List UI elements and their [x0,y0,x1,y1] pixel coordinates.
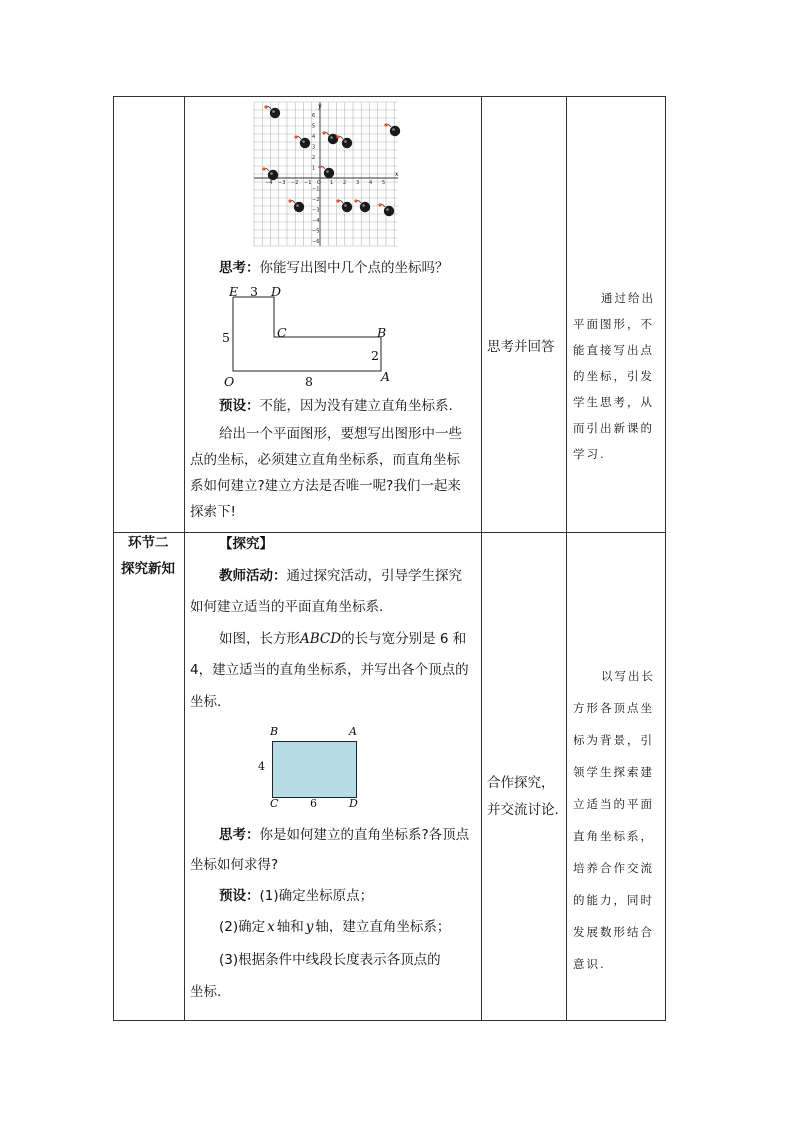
rect-vertex-b: B [270,725,279,738]
x-tick-label: O [317,180,321,186]
x-axis-label: x [395,171,399,178]
think-label-2: 思考： [219,827,260,843]
problem-line-1 [219,630,466,648]
x-tick-label: 2 [343,180,347,186]
preset-text: 不能，因为没有建立直角坐标系. [259,398,453,414]
bomb-icon [264,105,280,118]
para-line-4: 探索下! [190,504,236,520]
think-text-2a: 你是如何建立的直角坐标系?各顶点 [259,827,470,843]
problem-line-2: 4，建立适当的直角坐标系，并写出各个顶点的 [190,662,469,678]
preset-2-a: (2)确定 [219,919,266,935]
length-3-label: 3 [250,284,258,299]
y-tick-label: 6 [312,113,316,119]
intent-line: 领学生探索建 [573,765,654,779]
para-line-3: 系如何建立?建立方法是否唯一呢?我们一起来 [190,478,461,494]
vertex-c-label: C [277,325,287,340]
problem-text-a: 如图，长方形 [219,631,300,647]
stage-label-line-2: 探究新知 [121,561,175,577]
y-tick-label: −1 [312,186,320,193]
y-tick-label: −3 [312,207,320,214]
preset-2-x: x [267,919,275,935]
vertex-a-label: A [381,369,391,384]
preset-step-2 [219,918,450,936]
preset-2-b: 轴和 [276,919,304,935]
intent-line: 平面图形，不 [573,317,654,331]
vertex-d-label: D [271,284,282,299]
y-tick-label: 4 [312,134,316,140]
teacher-text-2: 如何建立适当的平面直角坐标系. [190,599,384,615]
table-divider-1 [184,96,185,1021]
teacher-activity [219,567,462,585]
think-question-1 [219,259,449,277]
vertex-b-label: B [377,325,387,340]
rectangle-abcd [272,741,357,798]
table-divider-2 [481,96,482,1021]
preset-label-2: 预设： [219,888,260,904]
x-tick-label: −4 [265,180,273,186]
coordinate-grid-figure [252,100,402,248]
intent-line: 通过给出 [601,291,655,305]
intent-line: 发展数形结合 [573,925,654,939]
intent-line: 的能力，同时 [573,893,654,907]
problem-line-3: 坐标. [190,694,222,710]
bomb-icon [318,165,334,178]
y-tick-label: 5 [312,123,316,130]
stage-label-line-1: 环节二 [128,535,169,551]
length-2-label: 2 [371,348,379,363]
y-tick-label: 1 [312,165,316,172]
y-tick-label: −4 [312,218,320,224]
x-tick-label: −1 [304,180,312,186]
intent-line: 标为背景，引 [573,733,654,747]
intent-line: 方形各顶点坐 [573,701,654,715]
y-tick-label: 3 [312,144,316,151]
intent-line: 而引出新课的 [573,421,654,435]
intent-line: 以写出长 [601,669,655,683]
length-5-label: 5 [222,330,230,345]
preset-step-1 [219,887,373,905]
y-tick-label: −2 [312,197,320,203]
teacher-label: 教师活动： [219,568,287,584]
think-text-2b: 坐标如何求得? [190,857,279,873]
x-tick-label: −3 [278,180,286,186]
vertex-e-label: E [229,284,239,299]
table-border-top [113,96,666,97]
vertex-o-label: O [224,374,235,389]
intent-line: 直角坐标系， [573,829,654,843]
intent-line: 培养合作交流 [573,861,654,875]
rect-height-label: 4 [258,760,265,773]
length-8-label: 8 [305,374,313,389]
student-activity-2a: 合作探究， [487,775,555,791]
think-label: 思考： [219,260,260,276]
x-tick-label: 5 [382,180,386,186]
think-question-2 [219,826,469,844]
student-activity-2b: 并交流讨论. [487,802,559,818]
table-divider-3 [566,96,567,1021]
table-row-divider [113,532,666,533]
problem-text-c: 的长与宽分别是 6 和 [341,631,467,647]
y-axis-label: y [318,103,322,110]
problem-rect-name: ABCD [300,631,342,647]
y-tick-label: −6 [312,239,320,245]
x-tick-label: 3 [356,180,360,186]
explore-heading: 【探究】 [219,536,273,552]
intent-line: 立适当的平面 [573,797,654,811]
intent-line: 学生思考，从 [573,395,654,409]
x-tick-label: −2 [291,180,299,186]
think-text: 你能写出图中几个点的坐标吗？ [259,260,449,276]
intent-line: 能直接写出点 [573,343,654,357]
preset-label: 预设： [219,398,260,414]
y-tick-label: 2 [312,155,316,161]
para-line-2: 点的坐标，必须建立直角坐标系，而直角坐标 [190,452,460,468]
preset-1-text: (1)确定坐标原点； [259,888,374,904]
intent-line: 意识. [573,957,606,971]
preset-answer-1 [219,397,453,415]
rect-vertex-d: D [349,797,358,810]
table-border-bottom [113,1020,666,1021]
intent-line: 学习. [573,447,606,461]
y-tick-label: −5 [312,228,320,235]
preset-step-3: (3)根据条件中线段长度表示各顶点的 [219,952,441,968]
table-border-right [665,96,666,1021]
preset-2-c: 轴，建立直角坐标系； [315,919,451,935]
rect-width-label: 6 [310,797,317,810]
rect-vertex-c: C [270,797,279,810]
student-activity-1: 思考并回答 [487,339,555,355]
preset-step-3-cont: 坐标. [190,984,222,1000]
para-line-1: 给出一个平面图形，要想写出图形中一些 [219,426,462,442]
x-tick-label: 4 [369,180,373,186]
teacher-text-1: 通过探究活动，引导学生探究 [286,568,462,584]
table-border-left [113,96,114,1021]
l-shape-outline [233,297,381,371]
intent-line: 的坐标，引发 [573,369,654,383]
rect-vertex-a: A [349,725,357,738]
x-tick-label: 1 [330,180,334,186]
preset-2-y: y [305,919,314,935]
